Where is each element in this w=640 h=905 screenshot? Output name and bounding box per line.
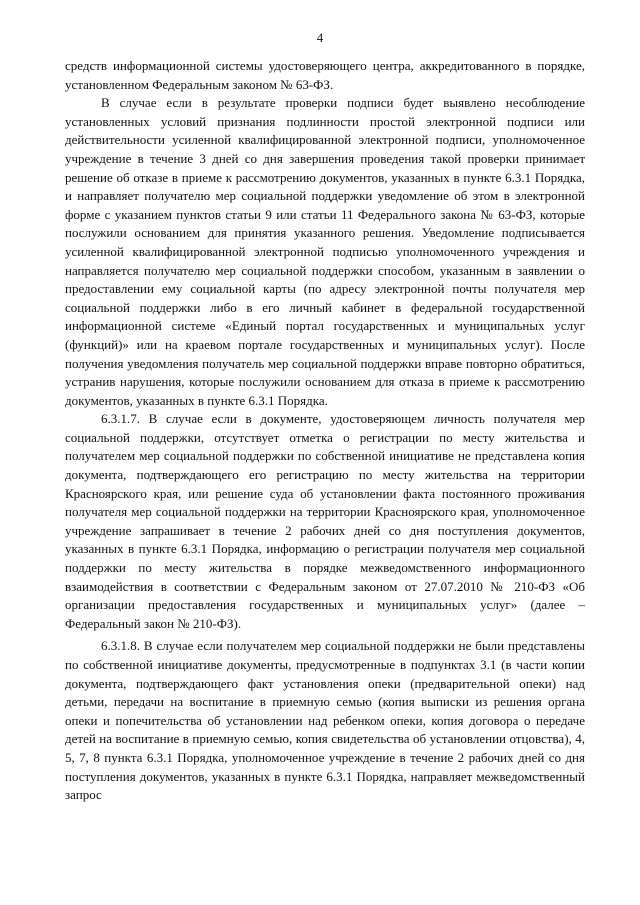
paragraph-6-3-1-8: 6.3.1.8. В случае если получателем мер социальной поддержки не были представлены по собственной инициативе документы, предусмотренные в подпунктах 3.1 (в части копии документа, подтверждающего факт установления опеки (предварительной опеки) над детьми, передачи на воспитание в приемную семью (копия выписки из решения органа опеки и попечительства об установлении над ребенком опеки, копия договора о передаче детей на воспитание в приемную семью, копия свидетельства об установлении отцовства), 4, 5, 7, 8 пункта 6.3.1 Порядка, уполномоченное учреждение в течение 2 рабочих дней со дня поступления документов, указанных в пункте 6.3.1 Порядка, направляет межведомственный запрос: [65, 638, 585, 803]
document-body: [65, 57, 585, 805]
page-number: 4: [316, 30, 324, 45]
paragraph-6-3-1-7: 6.3.1.7. В случае если в документе, удостоверяющем личность получателя мер социальной поддержки, отсутствует отметка о регистрации по месту жительства и получателем мер социальной поддержки по собственной инициативе не представлена копия документа, подтверждающего его регистрацию по месту жительства на территории Красноярского края, или решение суда об установлении факта постоянного проживания получателя мер социальной поддержки на территории Красноярского края, уполномоченное учреждение запрашивает в течение 2 рабочих дней со дня поступления документов, указанных в пункте 6.3.1 Порядка, информацию о регистрации получателя мер социальной поддержки по месту жительства в порядке межведомственного информационного взаимодействия в соответствии с Федеральным законом от 27.07.2010 № 210-ФЗ «Об организации предоставления государственных и муниципальных услуг» (далее – Федеральный закон № 210-ФЗ).: [65, 411, 585, 631]
paragraph-continuation: средств информационной системы удостоверяющего центра, аккредитованного в порядке, установленном Федеральным законом № 63-ФЗ.: [65, 58, 585, 92]
paragraph-signature-check: В случае если в результате проверки подписи будет выявлено несоблюдение установленных условий признания подлинности простой электронной подписи или действительности усиленной квалифицированной электронной подписи, уполномоченное учреждение в течение 3 дней со дня завершения проведения такой проверки принимает решение об отказе в приеме к рассмотрению документов, указанных в пункте 6.3.1 Порядка, и направляет получателю мер социальной поддержки уведомление об этом в электронной форме с указанием пунктов статьи 9 или статьи 11 Федерального закона № 63-ФЗ, которые послужили основанием для принятия указанного решения. Уведомление подписывается усиленной квалифицированной электронной подписью уполномоченного учреждения и направляется получателю мер социальной поддержки способом, указанным в заявлении о предоставлении ему социальной карты (по адресу электронной почты получателя мер социальной поддержки либо в его личный кабинет в федеральной государственной информационной системе «Единый портал государственных и муниципальных услуг (функций)» или на краевом портале государственных и муниципальных услуг). После получения уведомления получатель мер социальной поддержки вправе повторно обратиться, устранив нарушения, которые послужили основанием для отказа в приеме к рассмотрению документов, указанных в пункте 6.3.1 Порядка.: [65, 95, 585, 408]
